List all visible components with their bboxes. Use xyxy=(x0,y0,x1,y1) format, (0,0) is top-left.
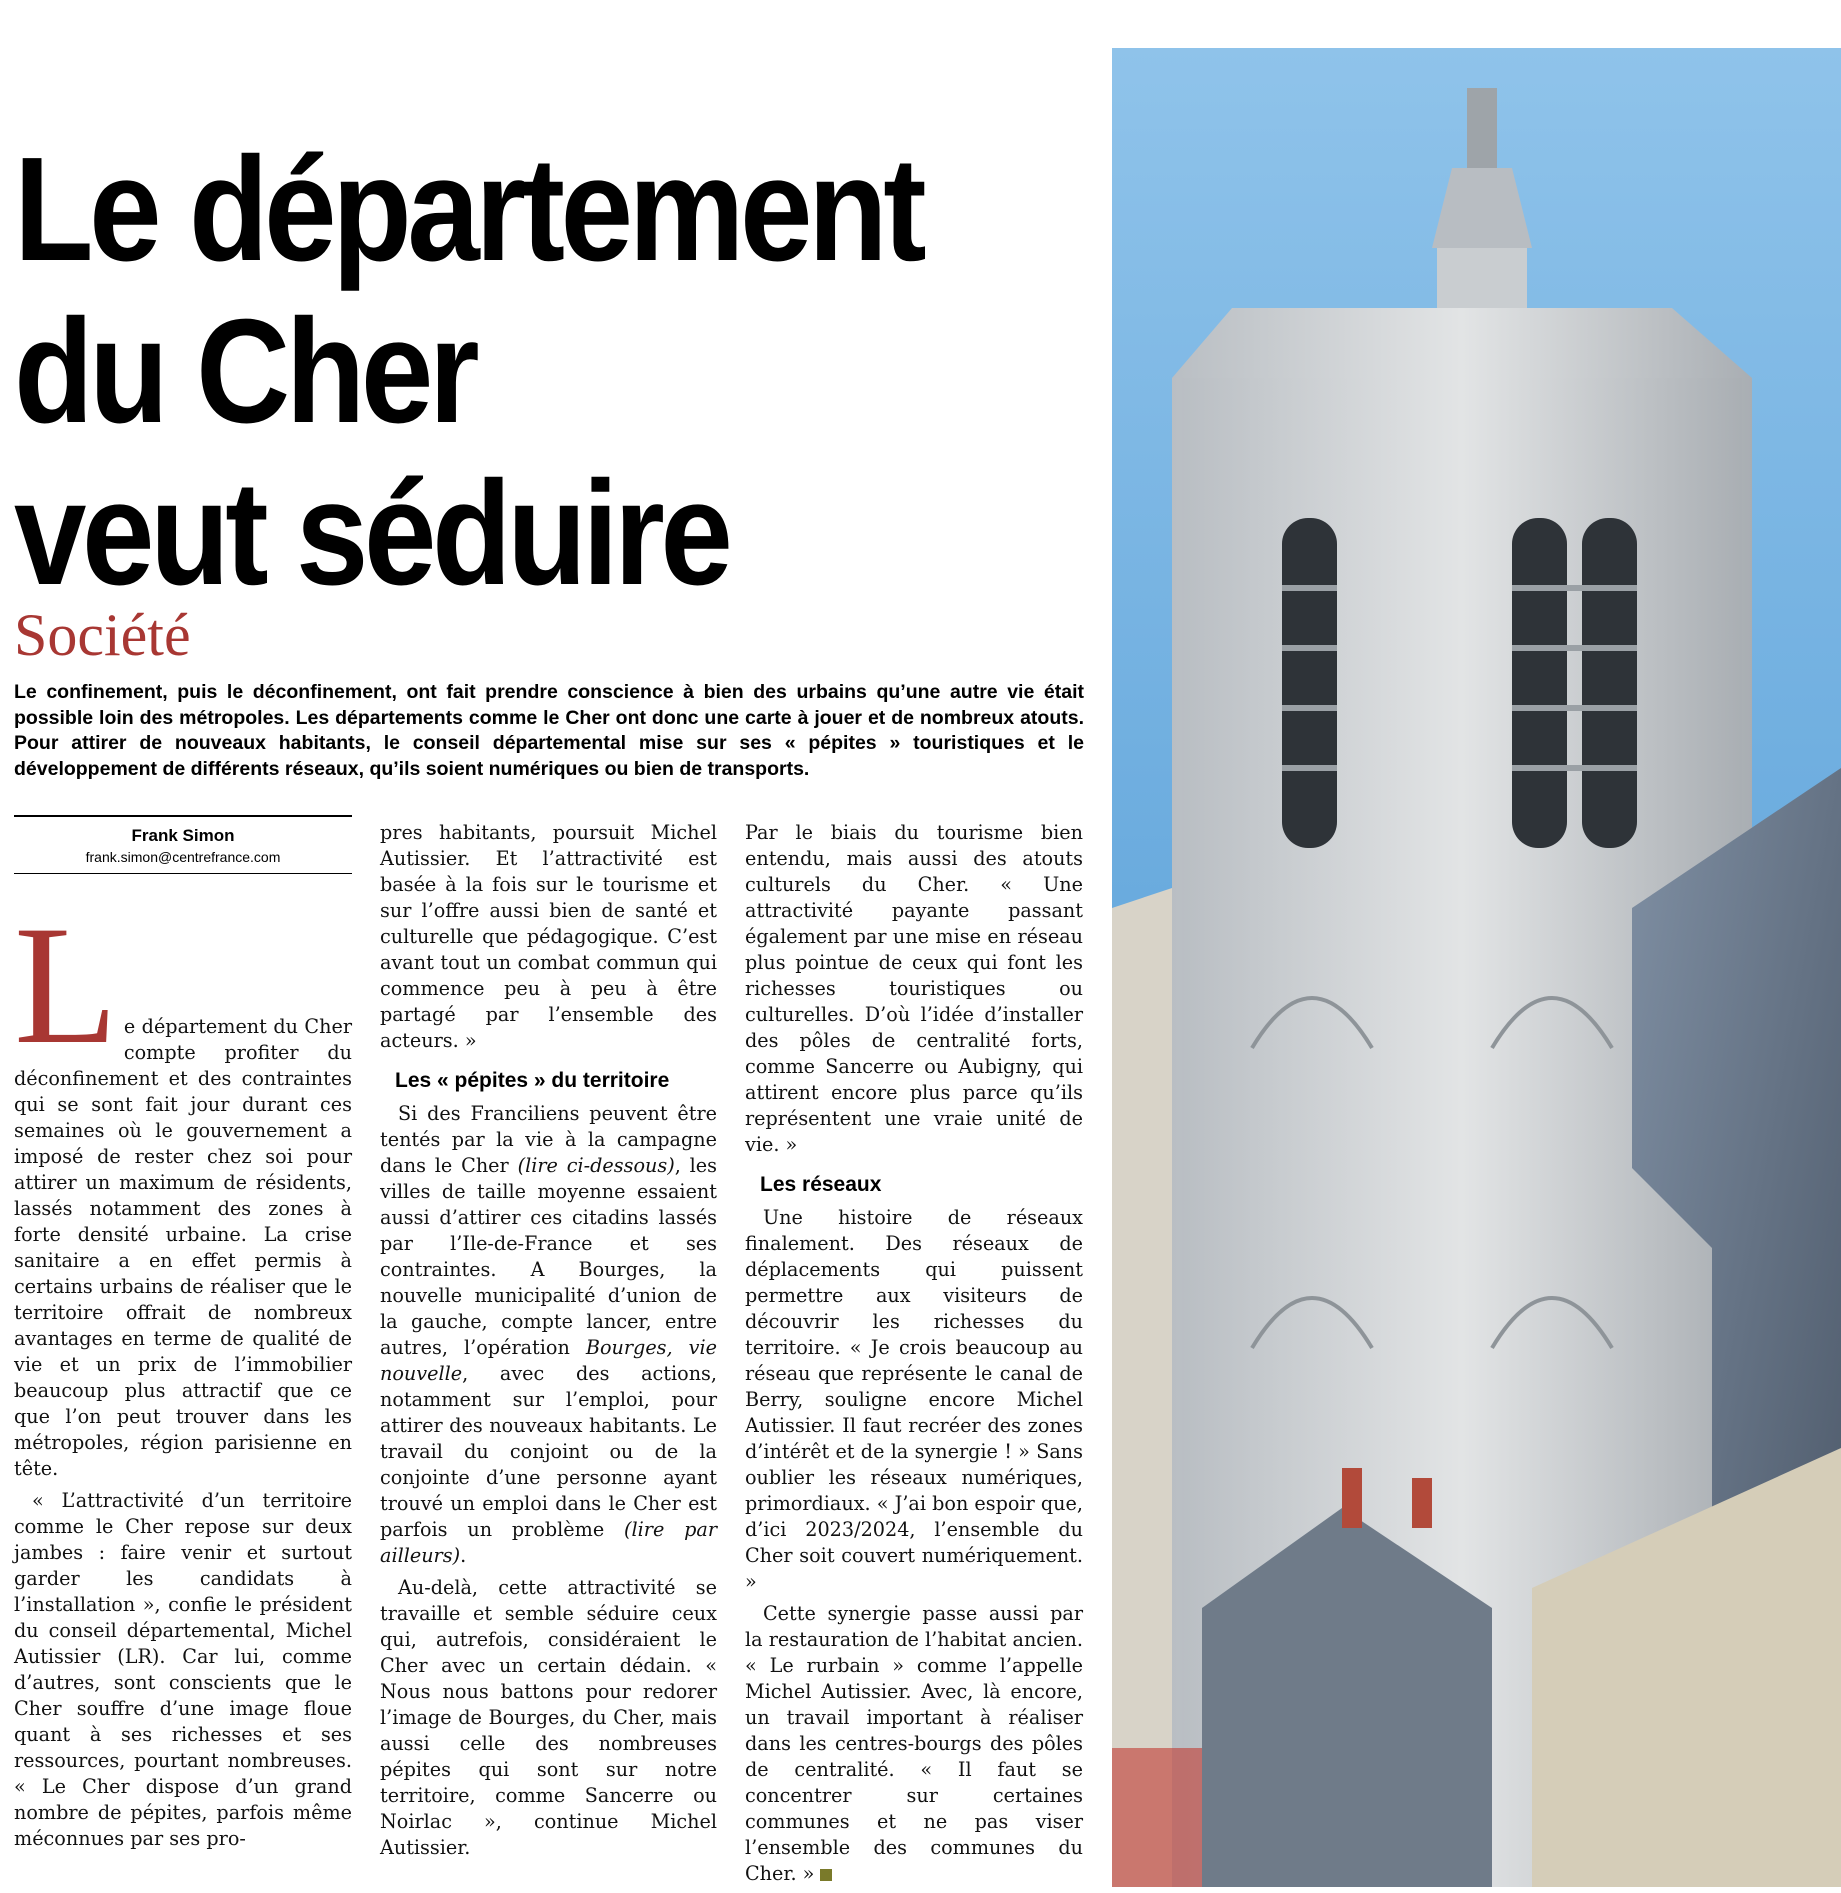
section-rubric: Société xyxy=(14,602,191,668)
article-column-2 xyxy=(380,820,717,1867)
paragraph: e département du Cher compte profiter du déconfinement et des contraintes qui se sont fait jour durant ces semaines où le gouvernement a imposé de rester chez soi pour attirer un maximum de résidents, lassés notamment des zones à forte densité urbaine. La crise sanitaire a en effet permis à certains urbains de réaliser que le territoire offrait de nombreux avantages en terme de qualité de vie et un prix de l’immobilier beaucoup plus attractif que ce que l’on peut trouver dans les métropoles, région parisienne en tête. xyxy=(14,1015,352,1480)
paragraph: « L’attractivité d’un territoire comme le Cher repose sur deux jambes : faire venir et surtout garder les candidats à l’installation », confie le président du conseil départemental, Michel Autissier (LR). Car lui, comme d’autres, sont conscients que le Cher souffre d’une image floue quant à ses richesses et ses ressources, pourtant nombreuses. « Le Cher dispose d’un grand nombre de pépites, parfois même méconnues par ses pro- xyxy=(14,1489,352,1850)
article-column-1 xyxy=(14,891,352,1858)
drop-cap: L xyxy=(14,891,118,1079)
byline xyxy=(14,815,352,874)
lead-paragraph: Le confinement, puis le déconfinement, ont fait prendre conscience à bien des urbains qu’une autre vie était possible loin des métropoles. Les départements comme le Cher ont donc une carte à jouer et de nombreux atouts. Pour attirer de nouveaux habitants, le conseil départemental mise sur ses « pépites » touristiques et le développement de différents réseaux, qu’ils soient numériques ou bien de transports. xyxy=(14,681,1084,780)
subheading: Les réseaux xyxy=(760,1173,882,1196)
paragraph: Au-delà, cette attractivité se travaille et semble séduire ceux qui, autrefois, considéraient le Cher avec un certain dédain. « Nous nous battons pour redorer l’image de Bourges, du Cher, mais aussi celle des nombreuses pépites qui sont sur notre territoire, comme Sancerre ou Noirlac », continue Michel Autissier. xyxy=(380,1576,717,1859)
headline-line-1: Le département xyxy=(14,127,923,293)
paragraph: Une histoire de réseaux finalement. Des réseaux de déplacements qui puissent permettre aux visiteurs de découvrir les richesses du territoire. « Je crois beaucoup au réseau que représente le canal de Berry, souligne encore Michel Autissier. Il faut recréer des zones d’intérêt et de la synergie ! » Sans oublier les réseaux numériques, primordiaux. « J’ai bon espoir que, d’ici 2023/2024, l’ensemble du Cher soit couvert numériquement. » xyxy=(745,1206,1083,1593)
subheading: Les « pépites » du territoire xyxy=(395,1069,670,1092)
author-name: Frank Simon xyxy=(131,826,235,845)
paragraph: Si des Franciliens peuvent être tentés par la vie à la campagne dans le Cher (lire ci-dessous), les villes de taille moyenne essaient aussi d’attirer ces citadins lassés par l’Ile-de-France et ses contraintes. A Bourges, la nouvelle municipalité d’union de la gauche, compte lancer, entre autres, l’opération Bourges, vie nouvelle, avec des actions, notamment sur l’emploi, pour attirer des nouveaux habitants. Le travail du conjoint ou de la conjointe d’une personne ayant trouvé un emploi dans le Cher est parfois un problème (lire par ailleurs). xyxy=(380,1102,718,1567)
paragraph: Par le biais du tourisme bien entendu, mais aussi des atouts culturels du Cher. « Une attractivité payante passant également par une mise en réseau plus pointue de ceux qui font les richesses touristiques ou culturelles. D’où l’idée d’installer des pôles de centralité forts, comme Sancerre ou Aubigny, qui attirent encore plus parce qu’ils représentent une vraie unité de vie. » xyxy=(745,821,1083,1156)
headline-line-3: veut séduire xyxy=(14,451,729,617)
article-column-3 xyxy=(745,820,1083,1893)
paragraph: pres habitants, poursuit Michel Autissier. Et l’attractivité est basée à la fois sur le tourisme et sur l’offre aussi bien de santé et culturelle que pédagogique. C’est avant tout un combat commun qui commence peu à peu à être partagé par l’ensemble des acteurs. » xyxy=(380,821,717,1052)
paragraph: Cette synergie passe aussi par la restauration de l’habitat ancien. « Le rurbain » comme l’appelle Michel Autissier. Avec, là encore, un travail important à réaliser dans les centres-bourgs des pôles de centralité. « Il faut se concentrer sur certaines communes et ne pas viser l’ensemble des communes du Cher. » xyxy=(745,1602,1083,1885)
end-of-article-mark xyxy=(820,1869,832,1881)
headline-line-2: du Cher xyxy=(14,289,476,455)
cathedral-tower-photo xyxy=(1112,48,1841,1887)
headline xyxy=(14,129,973,615)
author-email[interactable]: frank.simon@centrefrance.com xyxy=(85,849,281,865)
